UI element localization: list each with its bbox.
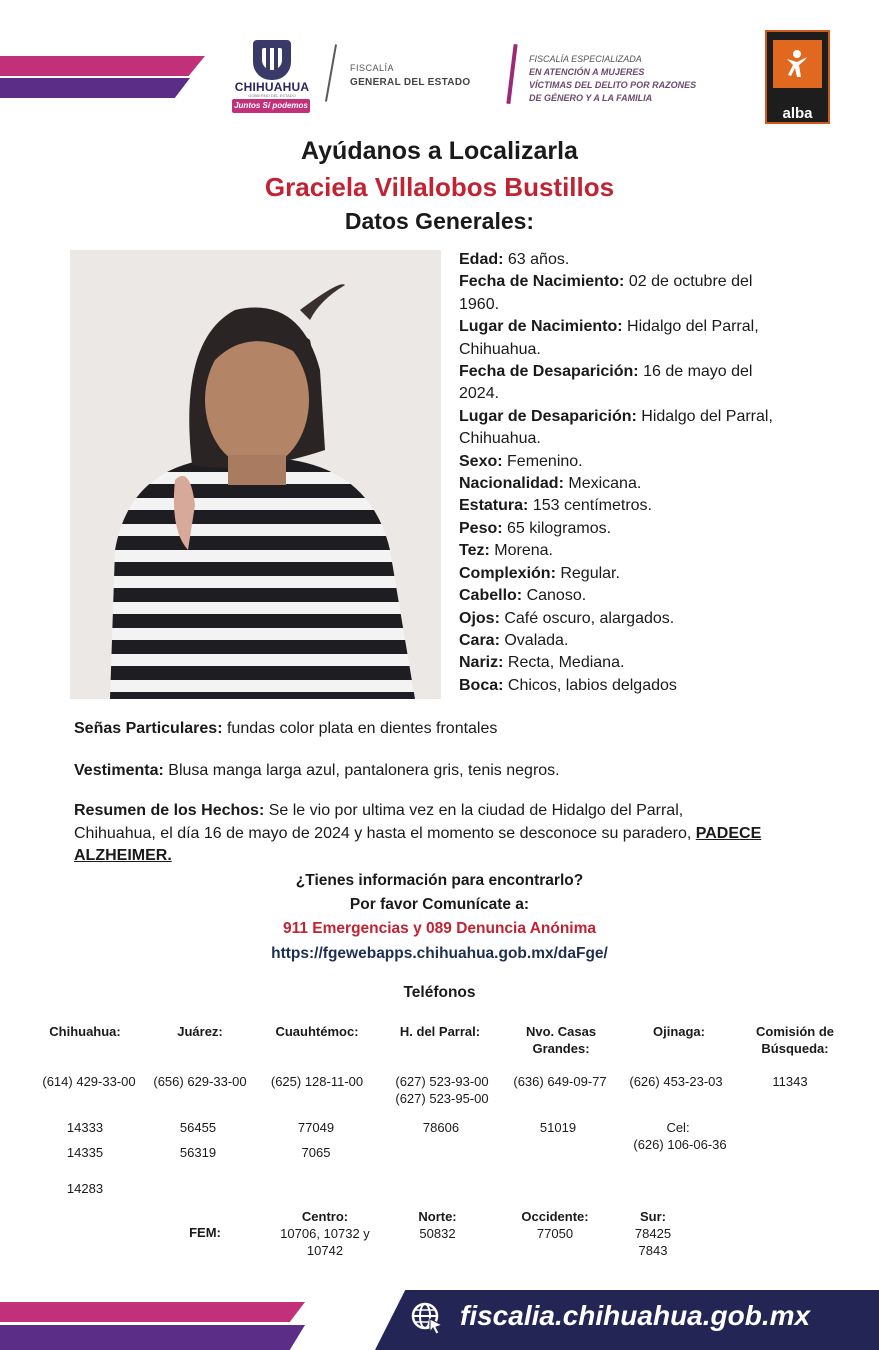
especializada-line: DE GÉNERO Y A LA FAMILIA bbox=[529, 93, 653, 103]
detail-value: 1960. bbox=[459, 295, 500, 313]
footer-stripe-purple bbox=[0, 1325, 305, 1350]
detail-row bbox=[459, 428, 809, 450]
detail-value: Ovalada. bbox=[504, 631, 569, 649]
header-stripe-magenta bbox=[0, 56, 205, 76]
vestimenta-value: Blusa manga larga azul, pantalonera gris, tenis negros. bbox=[168, 762, 560, 779]
phone-extension: 56455 bbox=[179, 1120, 217, 1135]
especializada-line: EN ATENCIÓN A MUJERES bbox=[529, 67, 645, 77]
alzheimer-highlight: PADECE bbox=[695, 824, 762, 842]
detail-value: 2024. bbox=[459, 385, 500, 403]
detail-row bbox=[459, 249, 809, 271]
detail-label: Nariz: bbox=[459, 654, 504, 672]
fem-occidente-label: Occidente: bbox=[521, 1209, 589, 1224]
fem-sur-value: 7843 bbox=[638, 1243, 668, 1258]
detail-row bbox=[459, 518, 809, 540]
detail-value: Chihuahua. bbox=[459, 340, 541, 358]
detail-row bbox=[459, 563, 809, 585]
detail-value: 16 de mayo del bbox=[643, 363, 753, 381]
detail-label: Boca: bbox=[459, 676, 504, 694]
globe-cursor-icon bbox=[410, 1301, 444, 1335]
detail-value: Café oscuro, alargados. bbox=[504, 609, 675, 627]
header-divider bbox=[325, 44, 337, 101]
phone-header-comision: Búsqueda: bbox=[761, 1041, 829, 1056]
header-stripe-purple bbox=[0, 78, 190, 98]
phone-extension: 56319 bbox=[179, 1145, 217, 1160]
fiscalia-line-2: GENERAL DEL ESTADO bbox=[350, 77, 471, 88]
report-url-link[interactable]: https://fgewebapps.chihuahua.gob.mx/daFge/ bbox=[271, 945, 608, 962]
resumen-hechos bbox=[74, 800, 834, 868]
detail-label: Tez: bbox=[459, 542, 490, 560]
resumen-line-1: Se le vio por ultima vez en la ciudad de Hidalgo del Parral, bbox=[268, 802, 684, 819]
phone-header-ojinaga: Ojinaga: bbox=[652, 1024, 705, 1039]
especializada-line: FISCALÍA ESPECIALIZADA bbox=[529, 54, 642, 64]
missing-person-photo bbox=[70, 250, 441, 699]
detail-row bbox=[459, 675, 809, 697]
footer-stripe-magenta bbox=[0, 1302, 305, 1322]
phone-header-nvo-casas: Grandes: bbox=[532, 1041, 590, 1056]
phone-header-cuauhtemoc: Cuauhtémoc: bbox=[275, 1024, 359, 1039]
vestimenta-label: Vestimenta: bbox=[74, 762, 164, 779]
detail-label: Cara: bbox=[459, 631, 500, 649]
detail-value: 63 años. bbox=[507, 251, 570, 268]
fem-label: FEM: bbox=[189, 1225, 221, 1240]
phone-number: (627) 523-93-00 bbox=[395, 1074, 489, 1089]
fem-centro-value: 10742 bbox=[306, 1243, 344, 1258]
contact-please: Por favor Comunícate a: bbox=[349, 896, 530, 913]
general-details-list bbox=[459, 249, 809, 697]
contact-question: ¿Tienes información para encontrarlo? bbox=[295, 872, 584, 889]
especializada-line: VÍCTIMAS DEL DELITO POR RAZONES bbox=[529, 80, 697, 90]
phone-number: (625) 128-11-00 bbox=[270, 1074, 364, 1089]
fem-norte-label: Norte: bbox=[418, 1209, 457, 1224]
detail-row bbox=[459, 495, 809, 517]
vestimenta bbox=[74, 760, 834, 783]
detail-row bbox=[459, 339, 809, 361]
detail-label: Sexo: bbox=[459, 452, 503, 470]
resumen-line-2: Chihuahua, el día 16 de mayo de 2024 y hasta el momento se desconoce su paradero, bbox=[74, 824, 692, 842]
detail-label: Complexión: bbox=[459, 564, 556, 582]
resumen-label: Resumen de los Hechos: bbox=[74, 802, 265, 819]
detail-value: Chicos, labios delgados bbox=[507, 676, 677, 694]
detail-row bbox=[459, 473, 809, 495]
phone-number: (636) 649-09-77 bbox=[513, 1074, 607, 1089]
alba-figure-icon bbox=[785, 49, 809, 79]
phone-header-juarez: Juárez: bbox=[177, 1024, 223, 1039]
state-shield-icon bbox=[253, 40, 291, 80]
fiscalia-line-1: FISCALÍA bbox=[350, 63, 395, 73]
detail-value: 02 de octubre del bbox=[628, 273, 753, 291]
detail-label: Edad: bbox=[459, 251, 504, 268]
detail-row bbox=[459, 383, 809, 405]
fem-norte-value: 50832 bbox=[419, 1226, 456, 1241]
detail-label: Nacionalidad: bbox=[459, 475, 564, 493]
state-name: CHIHUAHUA bbox=[234, 80, 310, 94]
footer-website-link[interactable]: fiscalia.chihuahua.gob.mx bbox=[460, 1300, 811, 1331]
state-slogan-badge: Juntos Sí podemos bbox=[232, 99, 310, 113]
alzheimer-highlight: ALZHEIMER. bbox=[74, 847, 172, 864]
detail-row bbox=[459, 451, 809, 473]
fem-occidente-value: 77050 bbox=[536, 1226, 574, 1241]
detail-label: Ojos: bbox=[459, 609, 500, 627]
header-divider-2 bbox=[506, 44, 517, 104]
detail-label: Fecha de Nacimiento: bbox=[459, 273, 625, 291]
detail-label: Estatura: bbox=[459, 497, 529, 515]
senas-value: fundas color plata en dientes frontales bbox=[226, 720, 498, 737]
missing-person-name: Graciela Villalobos Bustillos bbox=[264, 172, 615, 202]
detail-row bbox=[459, 630, 809, 652]
phone-number: (614) 429-33-00 bbox=[42, 1074, 136, 1089]
phone-extension: 14335 bbox=[66, 1145, 104, 1160]
senas-particulares bbox=[74, 718, 834, 741]
detail-value: Canoso. bbox=[526, 587, 587, 605]
detail-value: Regular. bbox=[560, 564, 620, 582]
alba-logo-label: alba bbox=[782, 105, 813, 122]
detail-value: 153 centímetros. bbox=[532, 497, 652, 515]
detail-row bbox=[459, 361, 809, 383]
detail-row bbox=[459, 294, 809, 316]
phone-extension: 7065 bbox=[301, 1145, 331, 1160]
detail-value: 65 kilogramos. bbox=[507, 519, 612, 537]
detail-row bbox=[459, 652, 809, 674]
section-title: Datos Generales: bbox=[344, 208, 535, 234]
phone-extension: 77049 bbox=[297, 1120, 335, 1135]
detail-value: Morena. bbox=[494, 542, 553, 560]
detail-value: Femenino. bbox=[507, 452, 583, 470]
phone-extension: 78606 bbox=[422, 1120, 460, 1135]
emergency-numbers: 911 Emergencias y 089 Denuncia Anónima bbox=[282, 920, 596, 937]
detail-label: Peso: bbox=[459, 519, 503, 537]
senas-label: Señas Particulares: bbox=[74, 720, 223, 737]
detail-row bbox=[459, 585, 809, 607]
detail-label: Lugar de Desaparición: bbox=[459, 407, 637, 425]
phone-extension: 14283 bbox=[66, 1181, 104, 1196]
detail-value: Hidalgo del Parral, bbox=[627, 318, 759, 336]
fem-centro-value: 10706, 10732 y bbox=[280, 1226, 370, 1241]
phone-extension: 14333 bbox=[66, 1120, 104, 1135]
detail-value: Mexicana. bbox=[568, 475, 642, 493]
page-title: Ayúdanos a Localizarla bbox=[301, 137, 578, 165]
detail-label: Cabello: bbox=[459, 587, 523, 605]
detail-row bbox=[459, 540, 809, 562]
detail-row bbox=[459, 316, 809, 338]
phone-header-chihuahua: Chihuahua: bbox=[49, 1024, 121, 1039]
phone-number: (627) 523-95-00 bbox=[395, 1091, 489, 1106]
detail-row bbox=[459, 608, 809, 630]
phone-number: 11343 bbox=[772, 1074, 808, 1089]
detail-row bbox=[459, 271, 809, 293]
detail-value: Chihuahua. bbox=[459, 430, 541, 448]
phone-header-comision: Comisión de bbox=[755, 1024, 834, 1039]
phone-extension: 51019 bbox=[539, 1120, 577, 1135]
fem-sur-label: Sur: bbox=[640, 1209, 666, 1224]
fem-centro-label: Centro: bbox=[301, 1209, 349, 1224]
fem-sur-value: 78425 bbox=[634, 1226, 672, 1241]
phone-extension: Cel: bbox=[666, 1120, 690, 1135]
detail-label: Lugar de Nacimiento: bbox=[459, 318, 623, 336]
state-subtitle: GOBIERNO DEL ESTADO bbox=[248, 93, 296, 98]
alba-logo bbox=[765, 30, 830, 124]
detail-row bbox=[459, 406, 809, 428]
detail-label: Fecha de Desaparición: bbox=[459, 363, 639, 381]
phone-extension: (626) 106-06-36 bbox=[633, 1137, 727, 1152]
phone-header-parral: H. del Parral: bbox=[399, 1024, 481, 1039]
phone-header-nvo-casas: Nvo. Casas bbox=[525, 1024, 597, 1039]
telefonos-title: Teléfonos bbox=[403, 984, 476, 1001]
detail-value: Hidalgo del Parral, bbox=[641, 407, 773, 425]
phone-number: (656) 629-33-00 bbox=[153, 1074, 247, 1089]
phone-number: (626) 453-23-03 bbox=[629, 1074, 723, 1089]
detail-value: Recta, Mediana. bbox=[507, 654, 625, 672]
